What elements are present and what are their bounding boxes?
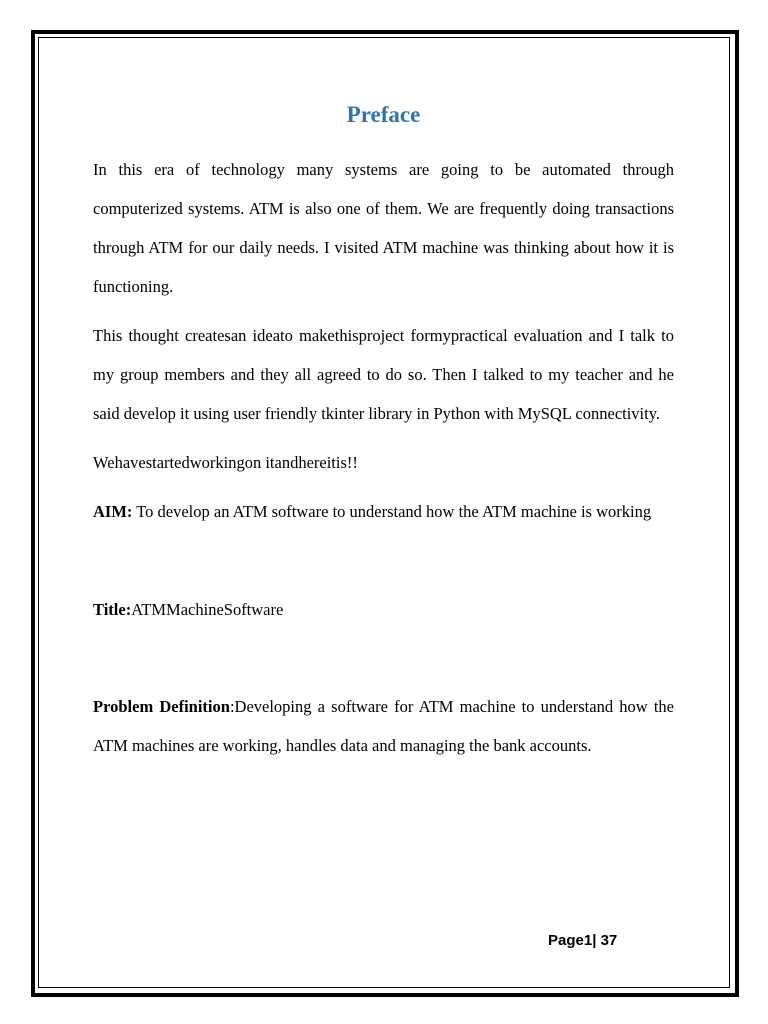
total-pages: 37 xyxy=(600,932,618,949)
problem-definition-section xyxy=(93,687,674,765)
aim-section xyxy=(93,492,674,531)
page-separator: | xyxy=(592,932,601,949)
problem-definition-label: Problem Definition xyxy=(93,697,230,716)
title-section xyxy=(93,590,674,629)
paragraph-idea: This thought createsan ideato makethisproject formypractical evaluation and I talk to my group members and they all agreed to do so. Then I talked to my teacher and he said develop it using user friendly tkinter library in Python with MySQL connectivity. xyxy=(93,326,674,423)
paragraph-started: Wehavestartedworkingon itandhereitis!! xyxy=(93,453,358,472)
problem-definition-text: :Developing a software for ATM machine to understand how the ATM machines are working, handles data and managing the bank accounts. xyxy=(93,697,674,755)
aim-label: AIM: xyxy=(93,502,133,521)
title-text: ATMMachineSoftware xyxy=(131,600,284,619)
paragraph-intro: In this era of technology many systems are going to be automated through computerized systems. ATM is also one of them. We are frequently doing transactions through ATM for our daily needs. I visited ATM machine was thinking about how it is functioning. xyxy=(93,160,674,296)
title-label: Title: xyxy=(93,600,132,619)
page-label: Page1 xyxy=(548,932,593,949)
spacer xyxy=(93,541,674,590)
document-body xyxy=(93,100,674,775)
page-number xyxy=(548,931,617,951)
page-title: Preface xyxy=(346,102,421,127)
spacer xyxy=(93,639,674,687)
aim-text: To develop an ATM software to understand how the ATM machine is working xyxy=(132,502,652,521)
